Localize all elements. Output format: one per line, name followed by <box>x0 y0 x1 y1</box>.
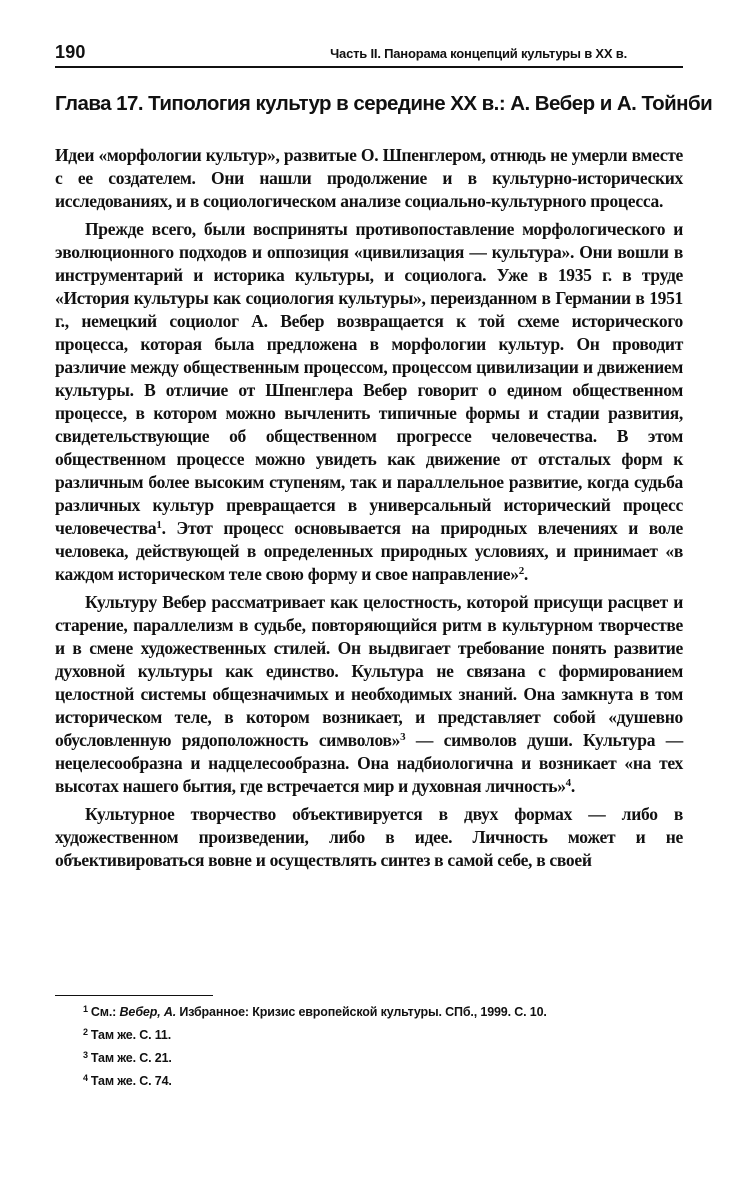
footnote-1-prefix: См.: <box>90 1005 120 1020</box>
paragraph-3 <box>55 591 683 798</box>
footnote-number-2: 2 <box>83 1027 88 1038</box>
paragraph-2-text-b: . Этот процесс основывается на природных влечениях и воле человека, действующей в определенных природных условиях, и принимает «в каждом историческом теле свою форму и свое направление» <box>55 518 683 584</box>
footnote-ref-3[interactable]: 3 <box>400 730 406 743</box>
paragraph-4: Культурное творчество объективируется в двух формах — либо в художественном произведении, либо в идее. Личность может и не объективироваться вовне и осуществлять синтез в самой себе, в своей <box>55 804 683 870</box>
paragraph-2 <box>55 218 683 586</box>
running-header-title: Часть II. Панорама концепций культуры в XX в. <box>330 46 627 61</box>
paragraph-1: Идеи «морфологии культур», развитые О. Шпенглером, отнюдь не умерли вместе с ее создателем. Они нашли продолжение и в культурно-исторических исследованиях, и в социологическом анализе социально-культурного процесса. <box>55 145 683 211</box>
footnote-ref-1[interactable]: 1 <box>156 518 162 531</box>
footnote-number-3: 3 <box>83 1050 88 1061</box>
chapter-title: Глава 17. Типология культур в середине XX в.: А. Вебер и А. Тойнби <box>55 92 713 115</box>
page-number: 190 <box>55 42 86 62</box>
paragraph-2-text-a: Прежде всего, были восприняты противопоставление морфологического и эволюционного подходов и оппозиция «цивилизация — культура». Они вошли в инструментарий и историка культуры, и социолога. Уже в 1935 г. в труде «История культуры как социология культуры», переизданном в Германии в 1951 г., немецкий социолог А. Вебер возвращается к той схеме исторического процесса, которая была предложена в морфологии культур. Он проводит различие между общественным процессом, процессом цивилизации и движением культуры. В отличие от Шпенглера Вебер говорит о едином общественном процессе, в котором можно вычленить типичные формы и стадии развития, свидетельствующие об общественном прогрессе человечества. В этом общественном процессе можно увидеть как движение от отсталых форм к различным более высоким ступеням, так и параллельное развитие, когда судьба различных культур превращается в универсальный исторический процесс человечества <box>55 219 683 538</box>
footnote-divider <box>55 995 213 996</box>
main-text <box>55 144 683 872</box>
footnote-3 <box>83 1045 683 1068</box>
footnote-ref-4[interactable]: 4 <box>565 776 571 789</box>
footnote-2-text: Там же. С. 11. <box>90 1028 172 1043</box>
footnote-3-text: Там же. С. 21. <box>90 1051 172 1066</box>
footnote-ref-2[interactable]: 2 <box>518 564 524 577</box>
running-header <box>55 36 683 68</box>
footnote-4-text: Там же. С. 74. <box>90 1074 172 1089</box>
footnote-number-1: 1 <box>83 1004 88 1014</box>
footnote-1-author: Вебер, А. <box>119 1005 177 1020</box>
footnote-4 <box>83 1068 683 1091</box>
footnote-number-4: 4 <box>83 1073 88 1084</box>
paragraph-2-text-c: . <box>523 564 528 584</box>
paragraph-3-text-b: — символов души. Культура — нецелесообразна и надцелесообразна. Она надбиологична и возникает «на тех высотах нашего бытия, где встречается мир и духовная личность» <box>55 730 683 796</box>
footnote-1-text: Избранное: Кризис европейской культуры. СПб., 1999. С. 10. <box>176 1005 547 1020</box>
paragraph-3-text-a: Культуру Вебер рассматривает как целостность, которой присущи расцвет и старение, параллелизм в судьбе, повторяющийся ритм в культурном творчестве и в смене художественных стилей. Он выдвигает требование понять развитие духовной культуры как единство. Культура не связана с формированием целостной системы общезначимых и необходимых знаний. Она замкнута в том историческом теле, в котором возникает, и представляет собой «душевно обусловленную рядоположность символов» <box>55 592 683 750</box>
paragraph-3-text-c: . <box>570 776 575 796</box>
footnote-2 <box>83 1022 683 1045</box>
footnote-1 <box>83 999 683 1022</box>
footnotes <box>83 999 683 1091</box>
